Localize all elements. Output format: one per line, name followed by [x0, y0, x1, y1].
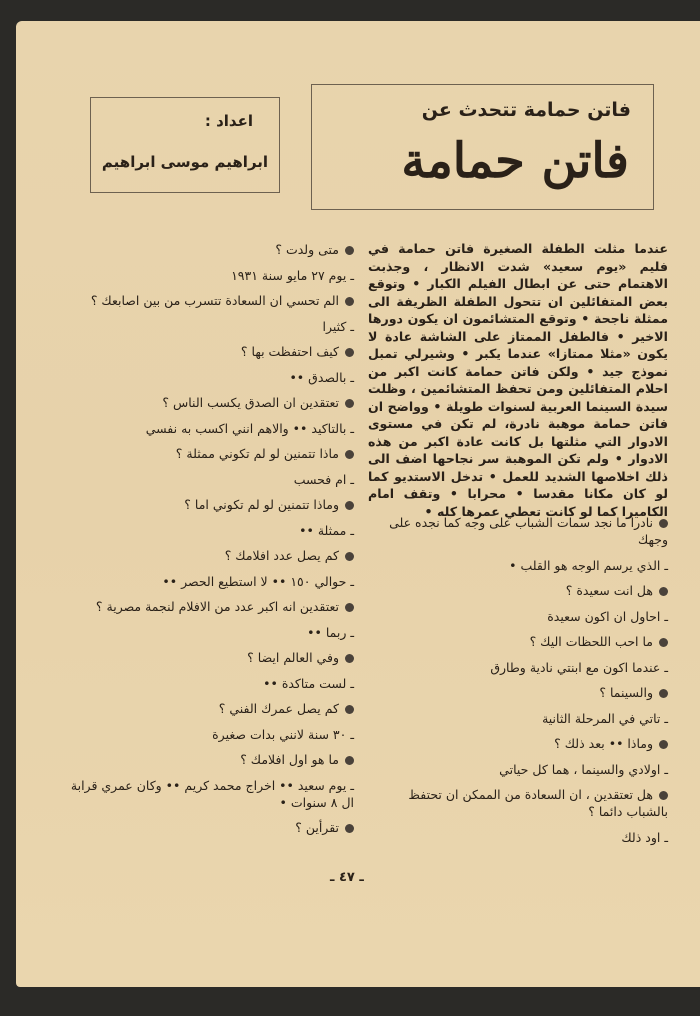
answer: ـ ربما •• [307, 624, 354, 640]
question: كم يصل عمرك الفني ؟ [64, 700, 354, 717]
byline-name: ابراهيم موسى ابراهيم [101, 153, 269, 171]
answer: ـ حوالي ١٥٠ •• لا استطيع الحصر •• [162, 573, 354, 589]
answer: ـ اود ذلك [621, 829, 668, 845]
qa-column-right [372, 514, 668, 854]
article-headline: فاتن حمامة [401, 133, 629, 189]
answer: ـ تاتي في المرحلة الثانية [542, 710, 668, 726]
byline-box [90, 97, 280, 193]
article-kicker: فاتن حمامة تتحدث عن [421, 99, 631, 121]
answer: ـ كثيرا [322, 318, 354, 334]
answer: ـ الذي يرسم الوجه هو القلب • [509, 557, 668, 573]
question: ماذا تتمنين لو لم تكوني ممثلة ؟ [64, 445, 354, 462]
answer: ـ بالصدق •• [289, 369, 354, 385]
answer: ـ بالتاكيد •• والاهم انني اكسب به نفسي [145, 420, 354, 436]
answer: ـ يوم ٢٧ مايو سنة ١٩٣١ [231, 267, 354, 283]
answer: ـ اولادي والسينما ، هما كل حياتي [499, 761, 668, 777]
question: متى ولدت ؟ [64, 241, 354, 258]
question: والسينما ؟ [372, 684, 668, 701]
question: ما احب اللحظات اليك ؟ [372, 633, 668, 650]
answer: ـ يوم سعيد •• اخراج محمد كريم •• وكان عمري قرابة ال ٨ سنوات • [70, 777, 354, 810]
question: كم يصل عدد افلامك ؟ [64, 547, 354, 564]
question: نادرا ما نجد سمات الشباب على وجه كما نجده على وجهك [372, 514, 668, 548]
answer: ـ احاول ان اكون سعيدة [547, 608, 668, 624]
question: تعتقدين ان الصدق يكسب الناس ؟ [64, 394, 354, 411]
intro-paragraph: عندما مثلت الطفلة الصغيرة فاتن حمامة في فليم «يوم سعيد» شدت الانظار ، وجذبت الاهتمام حتى عن ابطال الفيلم الكبار • وتوقع بعض المتفائلين ان تتحول الطفلة الظريفة الى ممثلة ناجحة • وتوقع المتشائمون ان يكون دورها الاخير • فالطفل الممتاز على الشاشة عادة لا يكون «مثلا ممتازا» عندما يكبر • وشيرلي تمبل نموذج جيد • ولكن فاتن حمامة كانت اكبر من احلام المتفائلين ومن تحفظ المتشائمين ، وظلت سيدة السينما العربية لسنوات طويلة • وواضح ان فاتن حمامة موهبة نادرة، لم تكن في مستوى الادوار التي مثلتها بل كانت عادة اكبر من هذه الادوار • ولم تكن الموهبة سر نجاحها اضف الى ذلك اخلاصها الشديد للعمل • تدخل الاستديو كما لو كان مكانا مقدسا • محرابا • وتقف امام الكاميرا كما لو كانت تعطي عمرها كله • [368, 241, 668, 519]
answer: ـ عندما اكون مع ابنتي نادية وطارق [490, 659, 668, 675]
page-number: ـ ٤٧ ـ [330, 870, 364, 885]
question: كيف احتفظت بها ؟ [64, 343, 354, 360]
question: وفي العالم ايضا ؟ [64, 649, 354, 666]
question: وماذا تتمنين لو لم تكوني اما ؟ [64, 496, 354, 513]
question: تقرأين ؟ [64, 819, 354, 836]
question: هل انت سعيدة ؟ [372, 582, 668, 599]
question: هل تعتقدين ، ان السعادة من الممكن ان تحتفظ بالشباب دائما ؟ [372, 786, 668, 820]
answer: ـ لست متاكدة •• [263, 675, 354, 691]
qa-column-left [64, 241, 354, 845]
question: الم تحسي ان السعادة تتسرب من بين اصابعك ؟ [64, 292, 354, 309]
answer: ـ ام فحسب [293, 471, 354, 487]
question: ما هو اول افلامك ؟ [64, 751, 354, 768]
answer: ـ ٣٠ سنة لانني بدات صغيرة [212, 726, 354, 742]
question: وماذا •• بعد ذلك ؟ [372, 735, 668, 752]
question: تعتقدين انه اكبر عدد من الافلام لنجمة مصرية ؟ [64, 598, 354, 615]
byline-label: اعداد : [204, 112, 253, 130]
title-box [311, 84, 654, 210]
answer: ـ ممثلة •• [299, 522, 354, 538]
